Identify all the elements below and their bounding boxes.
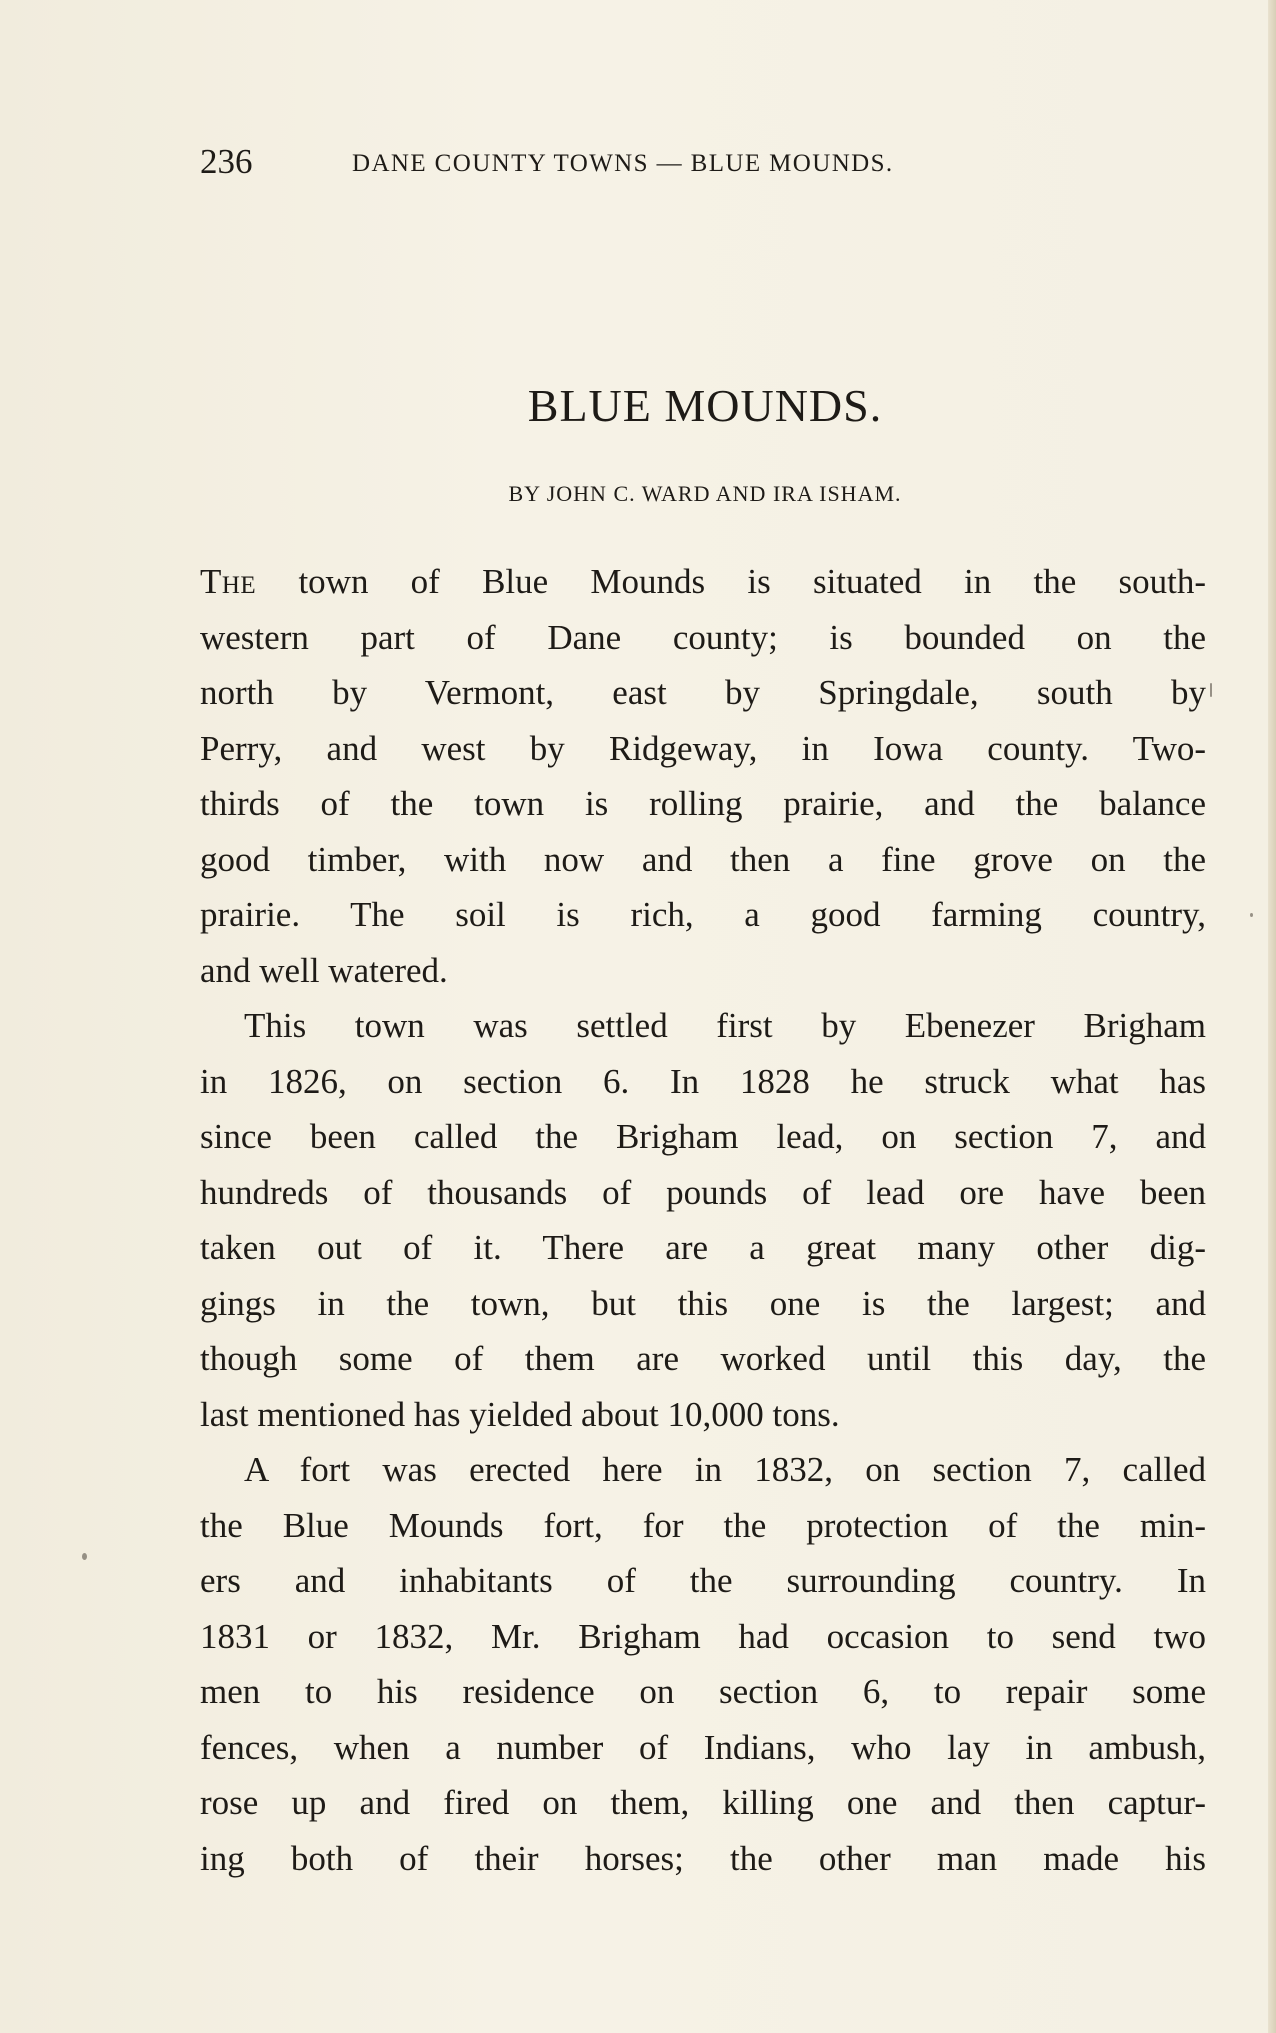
text-line bbox=[200, 554, 1206, 610]
text-line: north by Vermont, east by Springdale, south by bbox=[200, 673, 1206, 712]
article-title: BLUE MOUNDS. bbox=[527, 380, 883, 431]
text-line: This town was settled first by Ebenezer Brigham bbox=[244, 1006, 1206, 1045]
text-line: and well watered. bbox=[200, 950, 448, 990]
text-line: the Blue Mounds fort, for the protection of the min- bbox=[200, 1505, 1206, 1545]
text-line: ers and inhabitants of the surrounding country. In bbox=[200, 1561, 1206, 1600]
text-line: good timber, with now and then a fine grove on the bbox=[200, 839, 1206, 879]
text-line: last mentioned has yielded about 10,000 tons. bbox=[200, 1394, 840, 1434]
text-line: prairie. The soil is rich, a good farming country, bbox=[200, 895, 1206, 934]
text-line: in 1826, on section 6. In 1828 he struck what has bbox=[200, 1061, 1206, 1101]
ink-speck bbox=[1210, 683, 1212, 697]
text-line: men to his residence on section 6, to repair some bbox=[200, 1672, 1206, 1711]
page-number: 236 bbox=[200, 142, 253, 181]
text-line: rose up and fired on them, killing one and then captur- bbox=[200, 1783, 1206, 1822]
text-line: though some of them are worked until this day, the bbox=[200, 1339, 1206, 1378]
ink-speck bbox=[1250, 913, 1253, 917]
running-head bbox=[200, 140, 1080, 184]
page-edge bbox=[1268, 0, 1276, 2033]
drop-word: The bbox=[200, 562, 257, 601]
line-text: town of Blue Mounds is situated in the south- bbox=[256, 562, 1206, 601]
text-line: fences, when a number of Indians, who lay in ambush, bbox=[200, 1727, 1206, 1767]
text-line: hundreds of thousands of pounds of lead ore have been bbox=[200, 1172, 1206, 1212]
body-text bbox=[200, 554, 1206, 1886]
running-title: DANE COUNTY TOWNS — BLUE MOUNDS. bbox=[352, 150, 894, 177]
text-line: A fort was erected here in 1832, on section 7, called bbox=[244, 1450, 1206, 1489]
text-line: 1831 or 1832, Mr. Brigham had occasion to send two bbox=[200, 1616, 1206, 1656]
ink-speck bbox=[82, 1553, 87, 1560]
text-line: since been called the Brigham lead, on section 7, and bbox=[200, 1117, 1206, 1156]
text-line: thirds of the town is rolling prairie, and the balance bbox=[200, 784, 1206, 823]
byline: BY JOHN C. WARD AND IRA ISHAM. bbox=[508, 481, 902, 506]
text-line: ing both of their horses; the other man made his bbox=[200, 1838, 1206, 1878]
text-line: gings in the town, but this one is the largest; and bbox=[200, 1283, 1206, 1323]
text-line: Perry, and west by Ridgeway, in Iowa county. Two- bbox=[200, 728, 1206, 768]
text-line: western part of Dane county; is bounded on the bbox=[200, 617, 1206, 657]
text-line: taken out of it. There are a great many other dig- bbox=[200, 1228, 1206, 1267]
